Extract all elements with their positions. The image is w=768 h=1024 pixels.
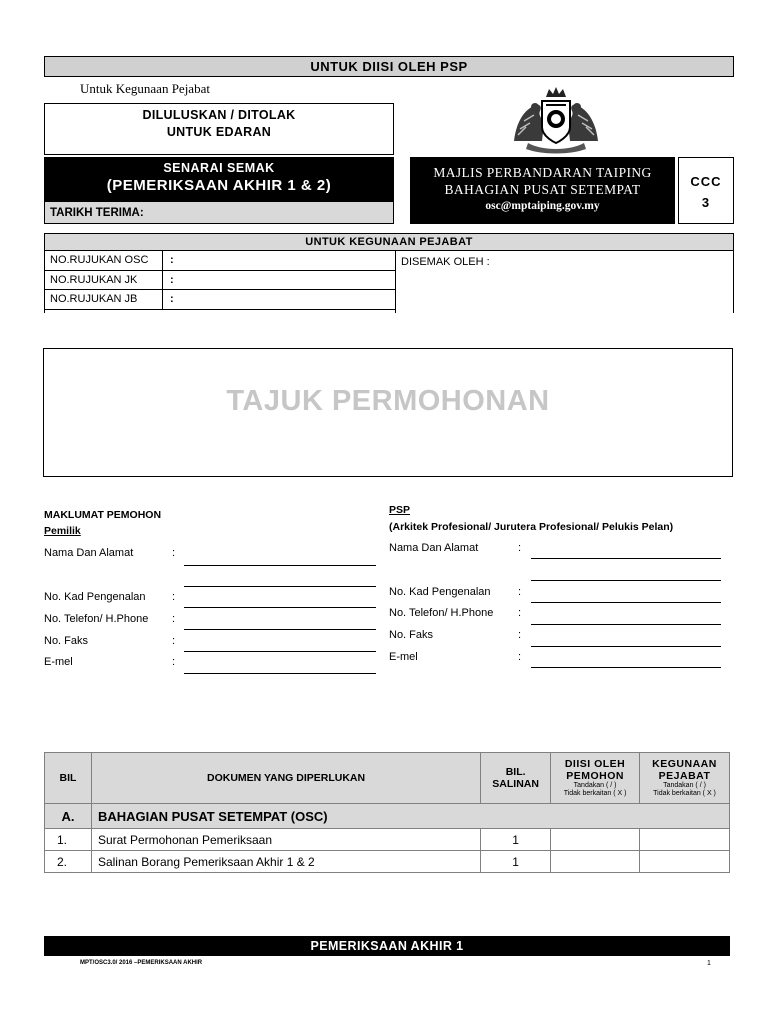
psp-email-label: E-mel — [389, 651, 418, 663]
owner-name-label: Nama Dan Alamat — [44, 547, 134, 559]
psp-phone-input[interactable] — [531, 624, 721, 625]
form-code-box — [678, 157, 734, 224]
item-copies: 1 — [481, 851, 551, 873]
owner-email-input[interactable] — [184, 673, 376, 674]
approval-status: DILULUSKAN / DITOLAK — [142, 108, 296, 122]
psp-phone-label: No. Telefon/ H.Phone — [389, 607, 494, 619]
psp-address-input[interactable] — [531, 580, 721, 581]
owner-fax-label: No. Faks — [44, 635, 89, 647]
council-crest-logo — [506, 83, 606, 155]
section-title: BAHAGIAN PUSAT SETEMPAT (OSC) — [91, 804, 729, 829]
office-use-heading: UNTUK KEGUNAAN PEJABAT — [44, 233, 734, 251]
osc-reference-row[interactable]: NO.RUJUKAN OSC : — [45, 251, 395, 271]
psp-subheading: (Arkitek Profesional/ Jurutera Profesional/ Pelukis Pelan) — [389, 521, 674, 533]
owner-email-label: E-mel — [44, 656, 73, 668]
office-tick-cell[interactable] — [640, 829, 730, 851]
item-number: 1. — [45, 829, 92, 851]
psp-ic-label: No. Kad Pengenalan — [389, 586, 491, 598]
checklist-heading — [45, 158, 393, 201]
documents-header-row — [45, 753, 730, 804]
checklist-subtitle: (PEMERIKSAAN AKHIR 1 & 2) — [106, 177, 332, 194]
psp-fax-input[interactable] — [531, 646, 721, 647]
checked-by-field[interactable]: DISEMAK OLEH : — [395, 251, 734, 313]
psp-ic-input[interactable] — [531, 602, 721, 603]
col-header-document: DOKUMEN YANG DIPERLUKAN — [91, 753, 480, 804]
psp-name-label: Nama Dan Alamat — [389, 542, 479, 554]
osc-reference-label: NO.RUJUKAN OSC — [50, 254, 149, 266]
owner-phone-label: No. Telefon/ H.Phone — [44, 613, 149, 625]
table-row — [45, 851, 730, 873]
section-row — [45, 804, 730, 829]
form-code-number: 3 — [701, 195, 711, 210]
table-row — [45, 829, 730, 851]
checklist-title: SENARAI SEMAK — [163, 161, 275, 175]
psp-fax-label: No. Faks — [389, 629, 434, 641]
document-reference: MPT/OSC3.0/ 2016 –PEMERIKSAAN AKHIR — [80, 960, 203, 966]
psp-heading: PSP — [389, 504, 411, 516]
council-name: MAJLIS PERBANDARAN TAIPING — [433, 165, 652, 180]
checklist-box — [44, 157, 394, 224]
office-use-table — [44, 233, 734, 313]
item-name: Salinan Borang Pemeriksaan Akhir 1 & 2 — [91, 851, 480, 873]
jb-reference-row[interactable]: NO.RUJUKAN JB : — [45, 290, 395, 310]
council-department: BAHAGIAN PUSAT SETEMPAT — [444, 182, 641, 197]
item-copies: 1 — [481, 829, 551, 851]
office-tick-cell[interactable] — [640, 851, 730, 873]
applicant-heading: MAKLUMAT PEMOHON — [44, 509, 162, 521]
approval-circulation: UNTUK EDARAN — [166, 125, 272, 139]
col-header-no: BIL — [45, 753, 92, 804]
jk-reference-label: NO.RUJUKAN JK — [50, 273, 138, 286]
psp-name-input[interactable] — [531, 558, 721, 559]
applicant-tick-cell[interactable] — [551, 851, 640, 873]
col-header-applicant: DIISI OLEH PEMOHON Tandakan ( / ) Tidak berkaitan ( X ) — [551, 753, 640, 804]
approval-box — [44, 103, 394, 155]
applicant-tick-cell[interactable] — [551, 829, 640, 851]
council-info-box — [410, 157, 675, 224]
owner-address-input[interactable] — [184, 586, 376, 587]
item-name: Surat Permohonan Pemeriksaan — [91, 829, 480, 851]
section-number: A. — [45, 804, 92, 829]
owner-ic-label: No. Kad Pengenalan — [44, 591, 146, 603]
council-email: osc@mptaiping.gov.my — [485, 200, 600, 212]
col-header-copies: BIL. SALINAN — [481, 753, 551, 804]
jk-reference-row[interactable]: NO.RUJUKAN JK : — [45, 271, 395, 291]
item-number: 2. — [45, 851, 92, 873]
page-number: 1 — [707, 960, 711, 967]
documents-table — [44, 752, 730, 873]
owner-phone-input[interactable] — [184, 629, 376, 630]
form-code: CCC — [690, 174, 722, 189]
office-use-label: Untuk Kegunaan Pejabat — [80, 81, 210, 96]
jb-reference-label: NO.RUJUKAN JB — [50, 293, 138, 305]
received-date-field[interactable]: TARIKH TERIMA: — [45, 201, 393, 223]
owner-name-input[interactable] — [184, 565, 376, 566]
footer-section-bar: PEMERIKSAAN AKHIR 1 — [44, 936, 730, 956]
form-header-bar: UNTUK DIISI OLEH PSP — [44, 56, 734, 77]
owner-subheading: Pemilik — [44, 525, 81, 537]
application-title-box[interactable]: TAJUK PERMOHONAN — [43, 348, 733, 477]
owner-ic-input[interactable] — [184, 607, 376, 608]
psp-email-input[interactable] — [531, 667, 721, 668]
owner-fax-input[interactable] — [184, 651, 376, 652]
col-header-office: KEGUNAAN PEJABAT Tandakan ( / ) Tidak berkaitan ( X ) — [640, 753, 730, 804]
